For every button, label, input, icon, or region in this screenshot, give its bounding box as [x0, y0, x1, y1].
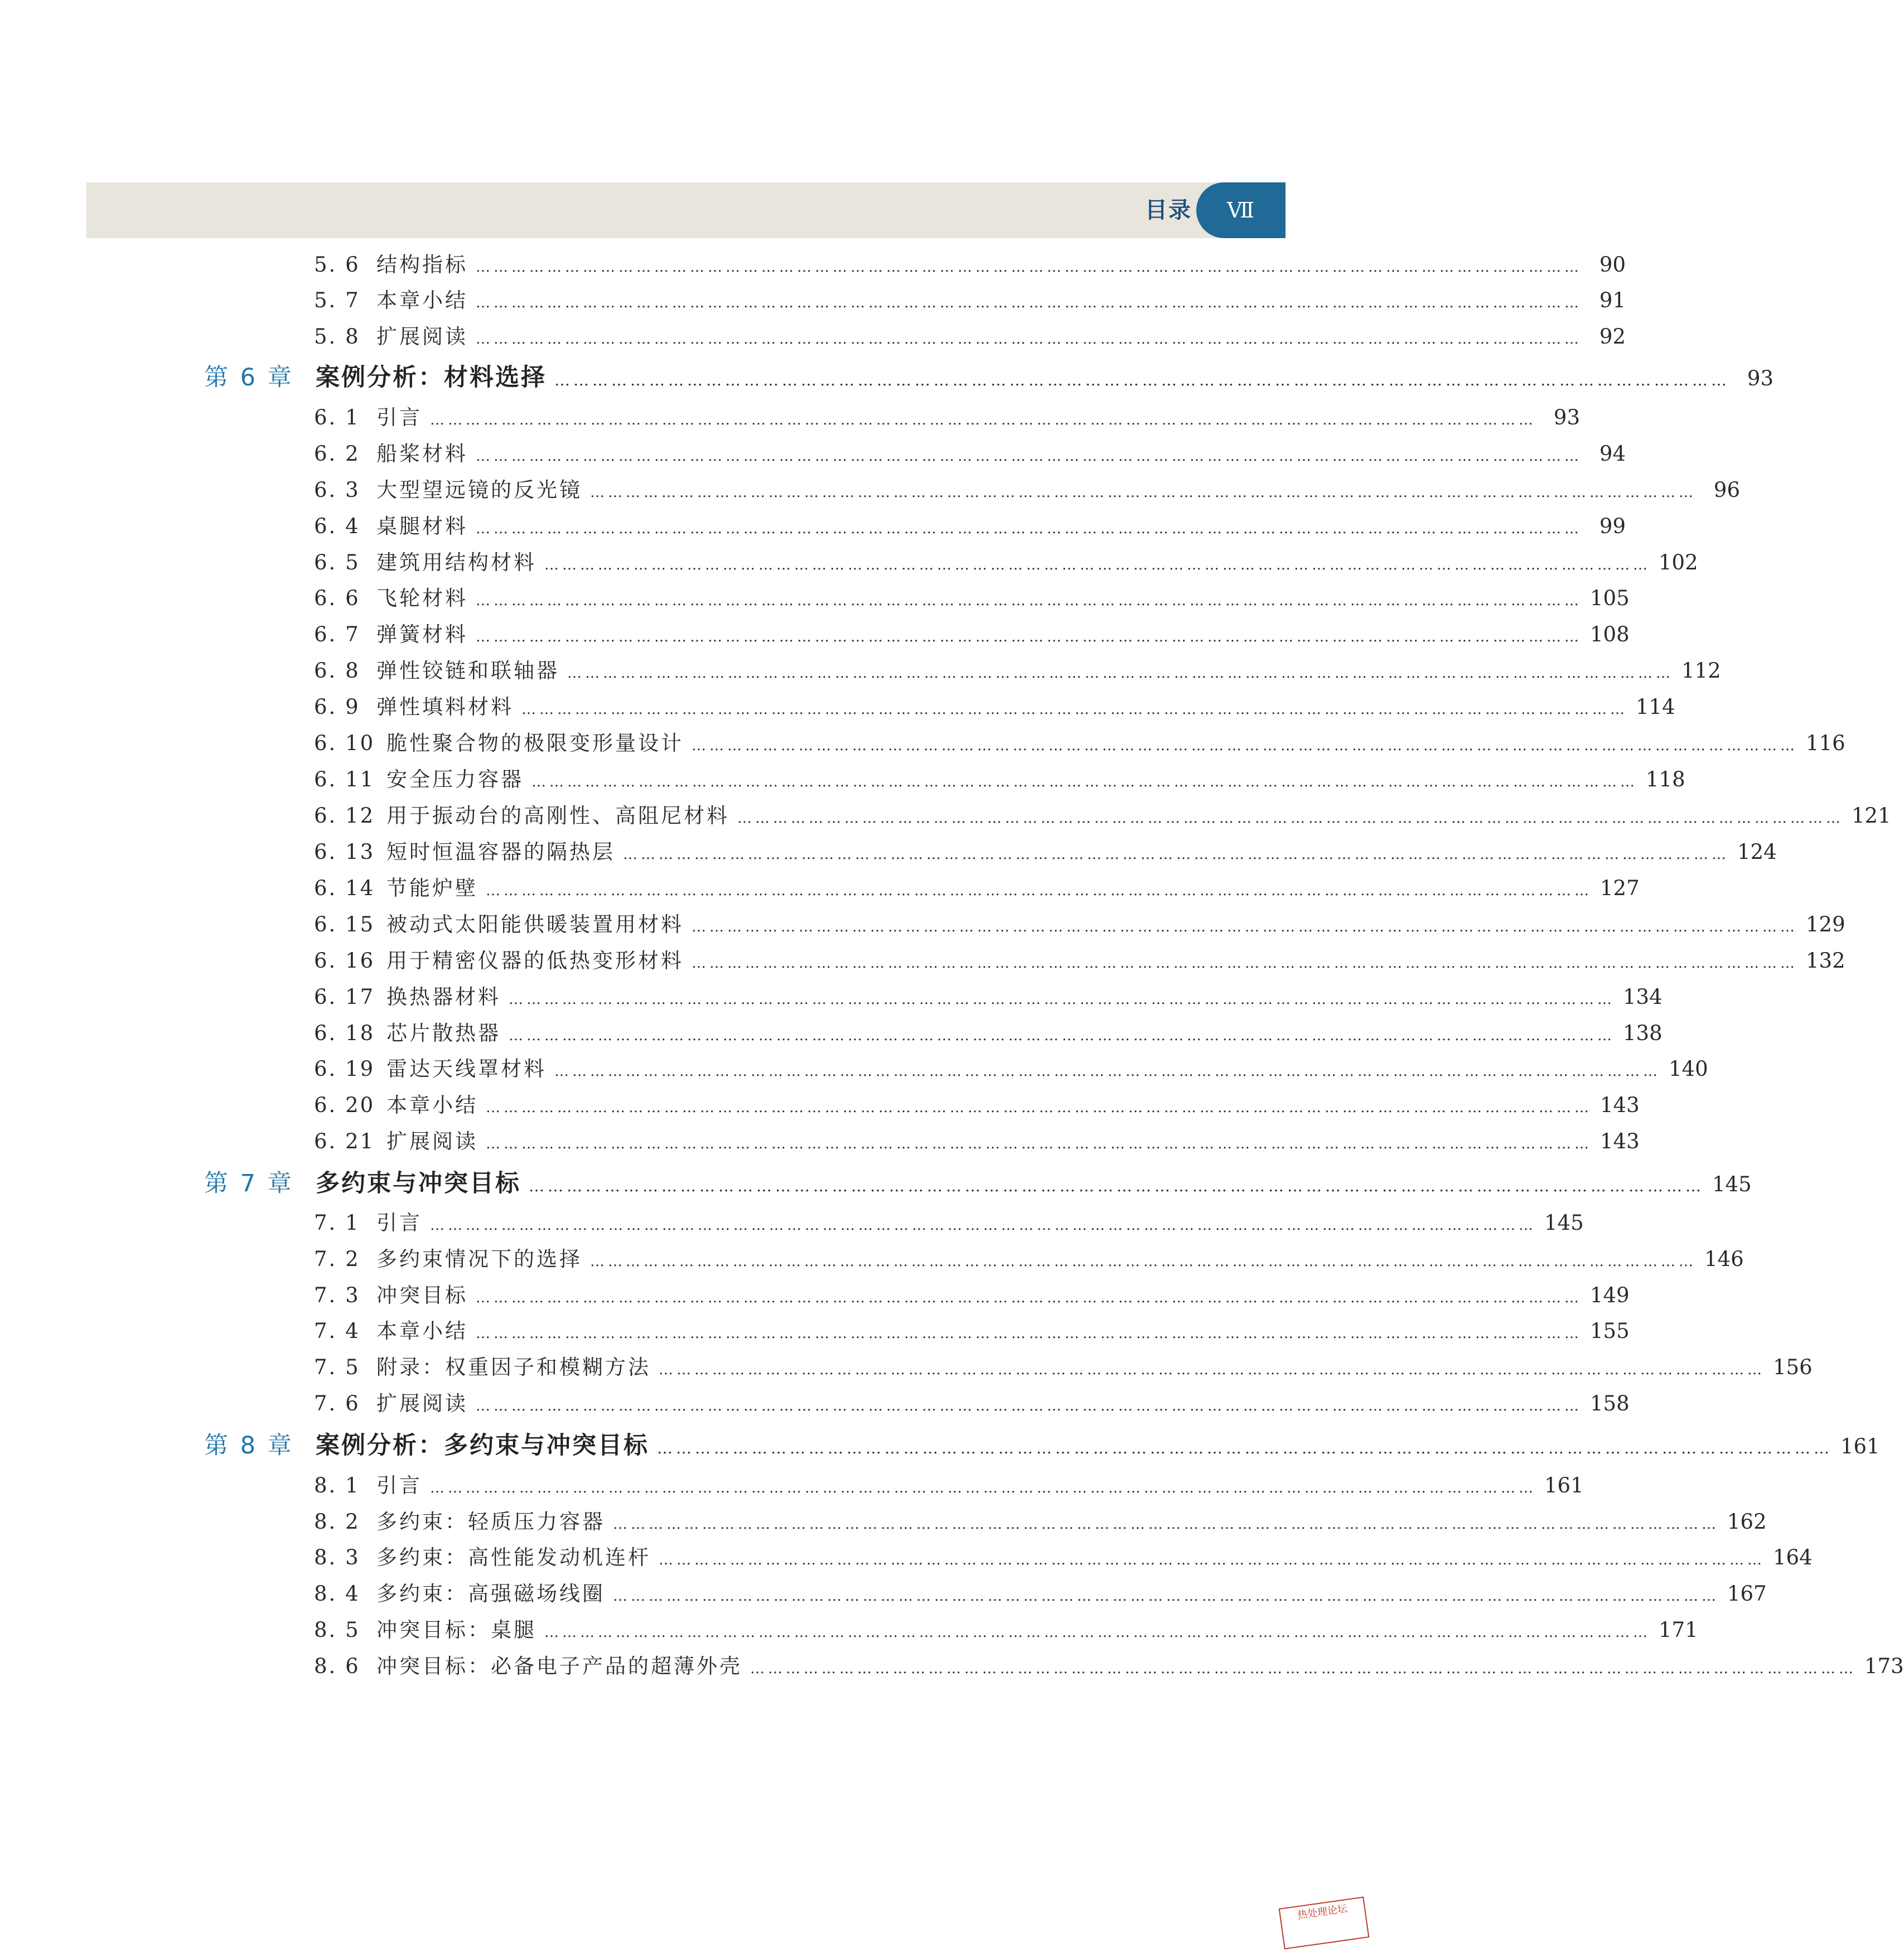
dot-leader: ……………………………………………………………………………………………………………………………………………………………………: [430, 1480, 1536, 1496]
toc-entry-title: 安全压力容器: [386, 767, 524, 791]
toc-entry-page: 158: [1590, 1391, 1630, 1415]
toc-entry-page: 127: [1600, 876, 1640, 900]
dot-leader: ……………………………………………………………………………………………………………………………………………………………………: [476, 331, 1582, 347]
toc-entry-title: 雷达天线罩材料: [386, 1057, 547, 1081]
toc-entry-page: 143: [1600, 1093, 1640, 1117]
toc-section-entry[interactable]: [314, 473, 1740, 507]
toc-entry-page: 173: [1864, 1654, 1904, 1678]
toc-entry-number: 6. 15: [314, 912, 375, 936]
toc-entry-page: 146: [1704, 1247, 1744, 1271]
dot-leader: ……………………………………………………………………………………………………………………………………………………………………: [659, 1361, 1765, 1378]
dot-leader: ……………………………………………………………………………………………………………………………………………………………………: [623, 846, 1729, 863]
toc-entry-page: 171: [1659, 1618, 1698, 1642]
toc-section-entry[interactable]: [314, 1541, 1813, 1574]
dot-leader: ……………………………………………………………………………………………………………………………………………………………………: [476, 1289, 1582, 1306]
toc-entry-page: 156: [1773, 1355, 1813, 1379]
dot-leader: ……………………………………………………………………………………………………………………………………………………………………: [750, 1660, 1857, 1677]
toc-entry-number: 第 8 章: [204, 1432, 294, 1460]
toc-entry-number: 6. 12: [314, 804, 375, 828]
toc-section-entry[interactable]: [314, 1125, 1640, 1158]
toc-entry-title: 短时恒温容器的隔热层: [386, 840, 615, 864]
dot-leader: ……………………………………………………………………………………………………………………………………………………………………: [486, 1135, 1592, 1152]
dot-leader: ……………………………………………………………………………………………………………………………………………………………………: [476, 448, 1582, 465]
toc-entry-number: 6. 16: [314, 949, 375, 973]
toc-entry-title: 扩展阅读: [386, 1129, 478, 1153]
toc-entry-page: 140: [1669, 1057, 1708, 1081]
toc-entry-page: 102: [1659, 550, 1698, 574]
toc-entry-page: 92: [1599, 325, 1626, 349]
toc-entry-title: 扩展阅读: [376, 1391, 468, 1415]
toc-entry-title: 冲突目标：桌腿: [376, 1618, 537, 1642]
toc-entry-title: 弹簧材料: [376, 622, 468, 646]
toc-entry-number: 6. 6: [314, 586, 360, 610]
toc-section-entry[interactable]: [314, 1206, 1584, 1240]
toc-section-entry[interactable]: [314, 401, 1580, 434]
toc-entry-number: 6. 4: [314, 514, 360, 538]
toc-entry-number: 8. 5: [314, 1618, 360, 1642]
toc-entry-page: 93: [1747, 366, 1773, 390]
toc-section-entry[interactable]: [314, 1469, 1584, 1502]
toc-section-entry[interactable]: [314, 1052, 1708, 1086]
toc-entry-page: 108: [1590, 622, 1630, 646]
toc-entry-number: 7. 1: [314, 1211, 360, 1235]
running-header-title: 目录: [1145, 197, 1192, 223]
toc-entry-title: 弹性填料材料: [376, 695, 514, 719]
dot-leader: ……………………………………………………………………………………………………………………………………………………………………: [529, 1177, 1704, 1195]
toc-entry-page: 129: [1806, 912, 1845, 936]
toc-section-entry[interactable]: [314, 763, 1685, 796]
dot-leader: ……………………………………………………………………………………………………………………………………………………………………: [430, 412, 1536, 428]
toc-section-entry[interactable]: [314, 284, 1626, 317]
toc-entry-number: 5. 6: [314, 253, 360, 277]
toc-section-entry[interactable]: [314, 618, 1630, 651]
toc-entry-page: 167: [1727, 1582, 1767, 1606]
dot-leader: ……………………………………………………………………………………………………………………………………………………………………: [544, 557, 1651, 573]
toc-section-entry[interactable]: [314, 727, 1845, 760]
toc-entry-title: 大型望远镜的反光镜: [376, 478, 582, 502]
toc-section-entry[interactable]: [314, 654, 1721, 688]
toc-entry-title: 冲突目标：必备电子产品的超薄外壳: [376, 1654, 742, 1678]
toc-entry-number: 第 6 章: [204, 364, 294, 392]
toc-entry-number: 8. 3: [314, 1545, 360, 1569]
dot-leader: ……………………………………………………………………………………………………………………………………………………………………: [430, 1217, 1536, 1234]
toc-entry-title: 芯片散热器: [386, 1021, 501, 1045]
toc-section-entry[interactable]: [314, 799, 1891, 833]
dot-leader: ……………………………………………………………………………………………………………………………………………………………………: [476, 294, 1582, 311]
toc-entry-title: 用于振动台的高刚性、高阻尼材料: [386, 804, 729, 828]
toc-section-entry[interactable]: [314, 1315, 1630, 1348]
toc-section-entry[interactable]: [314, 980, 1663, 1014]
toc-entry-page: 121: [1852, 804, 1891, 828]
toc-entry-title: 多约束情况下的选择: [376, 1247, 582, 1271]
toc-entry-number: 7. 2: [314, 1247, 360, 1271]
toc-section-entry[interactable]: [314, 1279, 1630, 1312]
toc-section-entry[interactable]: [314, 1505, 1767, 1539]
toc-entry-page: 138: [1623, 1021, 1663, 1045]
toc-entry-title: 引言: [376, 1473, 422, 1497]
toc-entry-page: 93: [1553, 405, 1580, 429]
toc-entry-number: 6. 3: [314, 478, 360, 502]
toc-entry-title: 本章小结: [386, 1093, 478, 1117]
toc-section-entry[interactable]: [314, 1577, 1767, 1611]
toc-entry-page: 134: [1623, 985, 1663, 1009]
dot-leader: ……………………………………………………………………………………………………………………………………………………………………: [590, 1253, 1697, 1270]
dot-leader: ……………………………………………………………………………………………………………………………………………………………………: [554, 371, 1730, 389]
toc-section-entry[interactable]: [314, 1387, 1630, 1420]
toc-entry-number: 6. 14: [314, 876, 375, 900]
toc-entry-number: 6. 20: [314, 1093, 375, 1117]
dot-leader: ……………………………………………………………………………………………………………………………………………………………………: [613, 1588, 1719, 1605]
dot-leader: ……………………………………………………………………………………………………………………………………………………………………: [590, 484, 1697, 501]
toc-section-entry[interactable]: [314, 690, 1675, 724]
toc-section-entry[interactable]: [314, 437, 1626, 471]
dot-leader: ……………………………………………………………………………………………………………………………………………………………………: [659, 1552, 1765, 1568]
toc-entry-number: 7. 6: [314, 1391, 360, 1415]
toc-entry-title: 飞轮材料: [376, 586, 468, 610]
toc-entry-number: 6. 11: [314, 767, 375, 791]
toc-entry-number: 8. 6: [314, 1654, 360, 1678]
toc-entry-page: 149: [1590, 1283, 1630, 1307]
toc-entry-page: 132: [1806, 949, 1845, 973]
toc-entry-title: 桌腿材料: [376, 514, 468, 538]
toc-entry-number: 第 7 章: [204, 1170, 294, 1197]
dot-leader: ……………………………………………………………………………………………………………………………………………………………………: [486, 1099, 1592, 1116]
toc-entry-page: 143: [1600, 1129, 1640, 1153]
toc-chapter-entry[interactable]: [204, 1429, 1880, 1462]
toc-entry-page: 91: [1599, 288, 1626, 312]
toc-chapter-entry[interactable]: [204, 361, 1773, 394]
toc-entry-page: 118: [1646, 767, 1685, 791]
toc-entry-title: 案例分析：多约束与冲突目标: [316, 1432, 649, 1460]
toc-entry-page: 114: [1636, 695, 1675, 719]
dot-leader: ……………………………………………………………………………………………………………………………………………………………………: [486, 882, 1592, 899]
toc-section-entry[interactable]: [314, 510, 1626, 543]
toc-entry-number: 6. 2: [314, 442, 360, 466]
toc-entry-number: 8. 4: [314, 1582, 360, 1606]
toc-entry-number: 8. 2: [314, 1510, 360, 1534]
toc-section-entry[interactable]: [314, 320, 1626, 354]
toc-entry-number: 6. 1: [314, 405, 360, 429]
toc-entry-page: 164: [1773, 1545, 1813, 1569]
toc-entry-page: 116: [1806, 731, 1845, 755]
toc-section-entry[interactable]: [314, 582, 1630, 615]
toc-entry-title: 弹性铰链和联轴器: [376, 659, 559, 683]
toc-entry-title: 节能炉壁: [386, 876, 478, 900]
toc-entry-number: 6. 17: [314, 985, 375, 1009]
toc-entry-page: 162: [1727, 1510, 1767, 1534]
toc-entry-page: 90: [1599, 253, 1626, 277]
toc-entry-number: 6. 8: [314, 659, 360, 683]
toc-entry-number: 6. 19: [314, 1057, 375, 1081]
toc-entry-title: 建筑用结构材料: [376, 550, 537, 574]
toc-section-entry[interactable]: [314, 248, 1626, 282]
dot-leader: ……………………………………………………………………………………………………………………………………………………………………: [692, 919, 1798, 935]
toc-section-entry[interactable]: [314, 1089, 1640, 1122]
toc-entry-title: 引言: [376, 1211, 422, 1235]
dot-leader: ……………………………………………………………………………………………………………………………………………………………………: [531, 774, 1638, 790]
toc-entry-page: 96: [1713, 478, 1740, 502]
toc-entry-title: 本章小结: [376, 1319, 468, 1343]
dot-leader: ……………………………………………………………………………………………………………………………………………………………………: [544, 1624, 1651, 1641]
dot-leader: ……………………………………………………………………………………………………………………………………………………………………: [476, 592, 1582, 609]
toc-entry-page: 124: [1737, 840, 1777, 864]
dot-leader: ……………………………………………………………………………………………………………………………………………………………………: [737, 810, 1844, 827]
toc-entry-page: 161: [1840, 1434, 1880, 1458]
dot-leader: ……………………………………………………………………………………………………………………………………………………………………: [554, 1063, 1661, 1080]
toc-entry-title: 多约束与冲突目标: [316, 1170, 521, 1197]
toc-entry-title: 多约束：高性能发动机连杆: [376, 1545, 651, 1569]
toc-entry-title: 脆性聚合物的极限变形量设计: [386, 731, 684, 755]
toc-entry-number: 6. 13: [314, 840, 375, 864]
toc-entry-number: 6. 9: [314, 695, 360, 719]
toc-entry-number: 6. 5: [314, 550, 360, 574]
toc-section-entry[interactable]: [314, 1613, 1698, 1647]
toc-section-entry[interactable]: [314, 872, 1640, 905]
dot-leader: ……………………………………………………………………………………………………………………………………………………………………: [521, 701, 1628, 718]
toc-entry-page: 94: [1599, 442, 1626, 466]
toc-entry-number: 7. 4: [314, 1319, 360, 1343]
toc-entry-title: 换热器材料: [386, 985, 501, 1009]
toc-section-entry[interactable]: [314, 835, 1777, 869]
dot-leader: ……………………………………………………………………………………………………………………………………………………………………: [476, 629, 1582, 645]
toc-entry-number: 8. 1: [314, 1473, 360, 1497]
dot-leader: ……………………………………………………………………………………………………………………………………………………………………: [476, 259, 1582, 276]
dot-leader: ……………………………………………………………………………………………………………………………………………………………………: [476, 1325, 1582, 1342]
toc-entry-page: 155: [1590, 1319, 1630, 1343]
toc-section-entry[interactable]: [314, 944, 1845, 978]
toc-entry-title: 冲突目标: [376, 1283, 468, 1307]
toc-entry-page: 161: [1544, 1473, 1584, 1497]
toc-entry-title: 扩展阅读: [376, 325, 468, 349]
toc-entry-title: 被动式太阳能供暖装置用材料: [386, 912, 684, 936]
toc-entry-title: 多约束：高强磁场线圈: [376, 1582, 605, 1606]
page-number: Ⅶ: [1226, 198, 1255, 223]
toc-entry-title: 多约束：轻质压力容器: [376, 1510, 605, 1534]
toc-entry-page: 145: [1544, 1211, 1584, 1235]
toc-entry-title: 案例分析：材料选择: [316, 364, 547, 392]
toc-section-entry[interactable]: [314, 1650, 1904, 1683]
toc-entry-number: 6. 7: [314, 622, 360, 646]
toc-entry-number: 5. 8: [314, 325, 360, 349]
toc-entry-page: 112: [1681, 659, 1721, 683]
toc-section-entry[interactable]: [314, 1243, 1744, 1276]
toc-entry-number: 5. 7: [314, 288, 360, 312]
dot-leader: ……………………………………………………………………………………………………………………………………………………………………: [476, 1398, 1582, 1414]
toc-entry-number: 7. 5: [314, 1355, 360, 1379]
toc-entry-title: 用于精密仪器的低热变形材料: [386, 949, 684, 973]
toc-entry-page: 105: [1590, 586, 1630, 610]
dot-leader: ……………………………………………………………………………………………………………………………………………………………………: [692, 737, 1798, 754]
dot-leader: ……………………………………………………………………………………………………………………………………………………………………: [567, 665, 1674, 682]
dot-leader: ……………………………………………………………………………………………………………………………………………………………………: [613, 1516, 1719, 1533]
toc-entry-title: 引言: [376, 405, 422, 429]
dot-leader: ……………………………………………………………………………………………………………………………………………………………………: [692, 955, 1798, 972]
toc-section-entry[interactable]: [314, 908, 1845, 941]
toc-entry-number: 6. 10: [314, 731, 375, 755]
toc-entry-title: 结构指标: [376, 253, 468, 277]
toc-entry-number: 6. 18: [314, 1021, 375, 1045]
dot-leader: ……………………………………………………………………………………………………………………………………………………………………: [509, 991, 1615, 1008]
toc-entry-title: 附录：权重因子和模糊方法: [376, 1355, 651, 1379]
toc-entry-page: 145: [1712, 1172, 1752, 1196]
toc-section-entry[interactable]: [314, 546, 1698, 579]
toc-entry-number: 7. 3: [314, 1283, 360, 1307]
toc-entry-title: 本章小结: [376, 288, 468, 312]
toc-section-entry[interactable]: [314, 1017, 1663, 1050]
watermark-text: 热处理论坛: [1297, 1903, 1349, 1922]
toc-entry-page: 99: [1599, 514, 1626, 538]
dot-leader: ……………………………………………………………………………………………………………………………………………………………………: [657, 1439, 1833, 1457]
toc-entry-number: 6. 21: [314, 1129, 375, 1153]
toc-chapter-entry[interactable]: [204, 1167, 1752, 1200]
toc-entry-title: 船桨材料: [376, 442, 468, 466]
toc-section-entry[interactable]: [314, 1351, 1813, 1384]
dot-leader: ……………………………………………………………………………………………………………………………………………………………………: [476, 520, 1582, 537]
dot-leader: ……………………………………………………………………………………………………………………………………………………………………: [509, 1027, 1615, 1044]
